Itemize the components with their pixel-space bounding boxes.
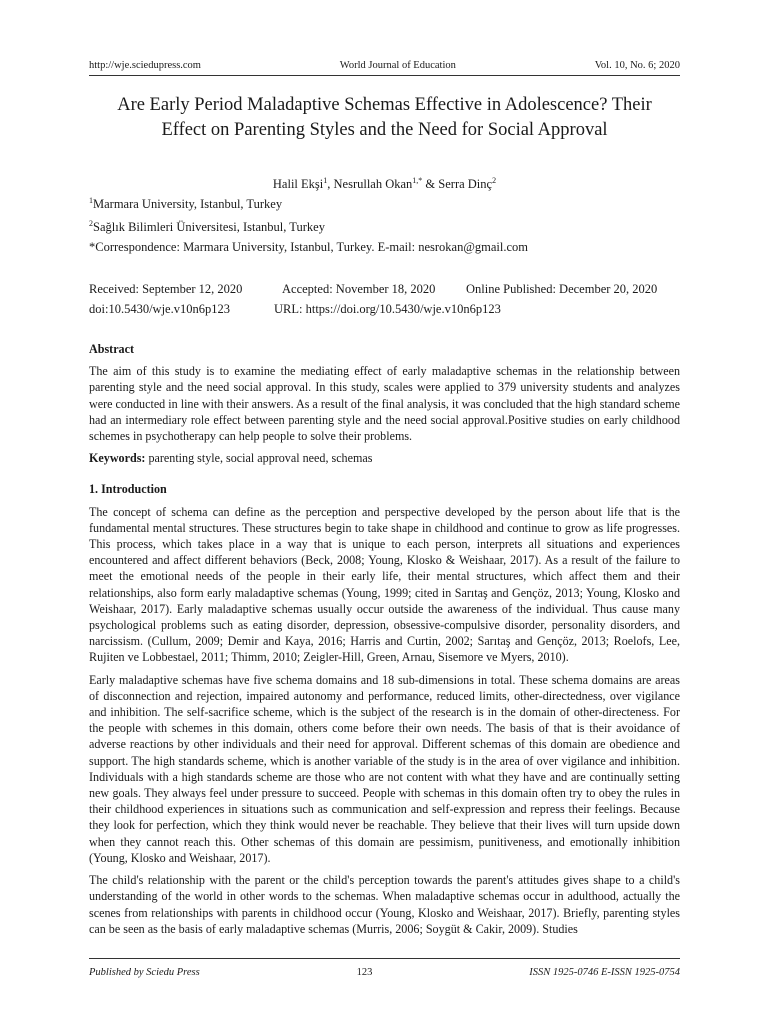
author-2-affil: 1,* [412,175,423,185]
title-line-2: Effect on Parenting Styles and the Need for Social Approval [161,120,608,140]
volume-info: Vol. 10, No. 6; 2020 [594,60,680,71]
paper-title [89,93,680,143]
abstract-text: The aim of this study is to examine the mediating effect of early maladaptive schemas in the relationship between parenting style and the need social approval. In this study, scales were applied to 379 university students and analyzes were conducted in line with their answers. As a result of the final analysis, it was concluded that the high standard scheme had an intermediary role effect between parenting style and the need social approval.Positive studies on early childhood schemes in psychotherapy can help people to solve their problems. [89,364,680,444]
author-separator: , [327,177,334,191]
journal-name: World Journal of Education [339,60,456,71]
publisher: Published by Sciedu Press [89,967,200,978]
intro-paragraph-2: Early maladaptive schemas have five schema domains and 18 sub-dimensions in total. These schema domains are areas of disconnection and rejection, impaired autonomy and performance, reduced limits, other-directedness, over vigilance and inhibition. The self-sacrifice scheme, which is the subject of the research is in the domain of other-directeness. For the people with schemes in this domain, others come before their own needs. The basis of that is their avoidance of adverse reactions by other individuals and their need for approval. Different schemas of this domain are obedience and support. The high standards scheme, which is another variable of the study is in the area of over vigilance and inhibition. Individuals with a high standards scheme are those who are not content with what they have and are continually setting new goals. They always feel under pressure to succeed. People with schemas in this domain often try to obey the rules in their childhood experiences in situations such as communication and self-expression and repress their feelings. Because they look for perfection, which they think would never be reachable. They believe that their lives will turn upside down when they cannot reach this. Other schemas of this domain are pessimism, punitiveness, and emotionally inhibition (Young, Klosko and Weishaar, 2017). [89,672,680,865]
affiliation-2: $^2$Sağlık Bilimleri Üniversitesi, Istanbul, Turkey [89,218,325,234]
doi-url[interactable]: URL: https://doi.org/10.5430/wje.v10n6p123 [274,302,501,316]
title-line-1: Are Early Period Maladaptive Schemas Effective in Adolescence? Their [117,95,652,115]
author-3: Serra Dinç [438,177,493,191]
article-body [89,341,680,943]
affiliation-1: $^1$Marmara University, Istanbul, Turkey [89,195,283,211]
intro-paragraph-1: The concept of schema can define as the perception and perspective developed by the person about life that is the fundamental mental structures. These structures begin to take shape in childhood and continue to grow as life progresses. This process, which takes place in a way that is unique to each person, interprets all situations and experiences encountered and affect different behaviors (Beck, 2008; Young, Klosko & Weishaar, 2017). As a result of the failure to meet the emotional needs of the people in their early life, their mental structures, which affect them and their relationships, also form early maladaptive schemas (Young, 1999; cited in Sarıtaş and Gençöz, 2013; Young, Klosko and Weishaar, 2017). Early maladaptive schemas usually occur outside the awareness of the individual. Thus cause many psychological problems such as eating disorder, depression, obsessive-compulsive disorder, personality disorders, and narcissism. (Cullum, 2009; Demir and Kaya, 2016; Harris and Curtin, 2002; Sarıtaş and Gençöz, 2013; Roelofs, Lee, Rujiten ve Lobbestael, 2011; Thimm, 2010; Zeigler-Hill, Green, Arnau, Sisemore ve Myers, 2010). [89,504,680,665]
author-3-affil: 2 [492,175,497,185]
footer-rule [89,958,680,959]
keywords-text: parenting style, social approval need, schemas [145,451,373,466]
page-number: 123 [356,967,373,978]
author-1-affil: 1 [323,175,328,185]
issn: ISSN 1925-0746 E-ISSN 1925-0754 [529,967,680,978]
doi: doi:10.5430/wje.v10n6p123 [89,302,230,316]
author-1: Halil Ekşi [272,177,324,191]
running-header [89,59,680,73]
received-date: Received: September 12, 2020 [89,282,243,296]
keywords-label: Keywords: [89,451,146,466]
journal-url[interactable]: http://wje.sciedupress.com [89,60,201,71]
published-date: Online Published: December 20, 2020 [466,282,658,296]
abstract-heading: Abstract [89,342,135,356]
header-rule [89,75,680,76]
author-list [89,176,680,192]
correspondence: *Correspondence: Marmara University, Istanbul, Turkey. E-mail: nesrokan@gmail.com [89,240,528,254]
intro-paragraph-3: The child's relationship with the parent or the child's perception towards the parent's attitudes gives shape to a child's understanding of the world in other words to the schemas. When maladaptive schemas occur in adulthood, actually the scenes from relationships with parents in childhood occur (Young, Klosko and Weishaar, 2017). Briefly, parenting styles can be seen as the basis of early maladaptive schemas (Murris, 2006; Soygüt & Cakir, 2009). Studies [89,873,680,936]
author-2: Nesrullah Okan [333,177,413,191]
keywords [89,450,680,466]
accepted-date: Accepted: November 18, 2020 [282,282,436,296]
author-separator: & [422,177,439,191]
introduction-heading: 1. Introduction [89,482,167,497]
page-footer [89,966,680,980]
